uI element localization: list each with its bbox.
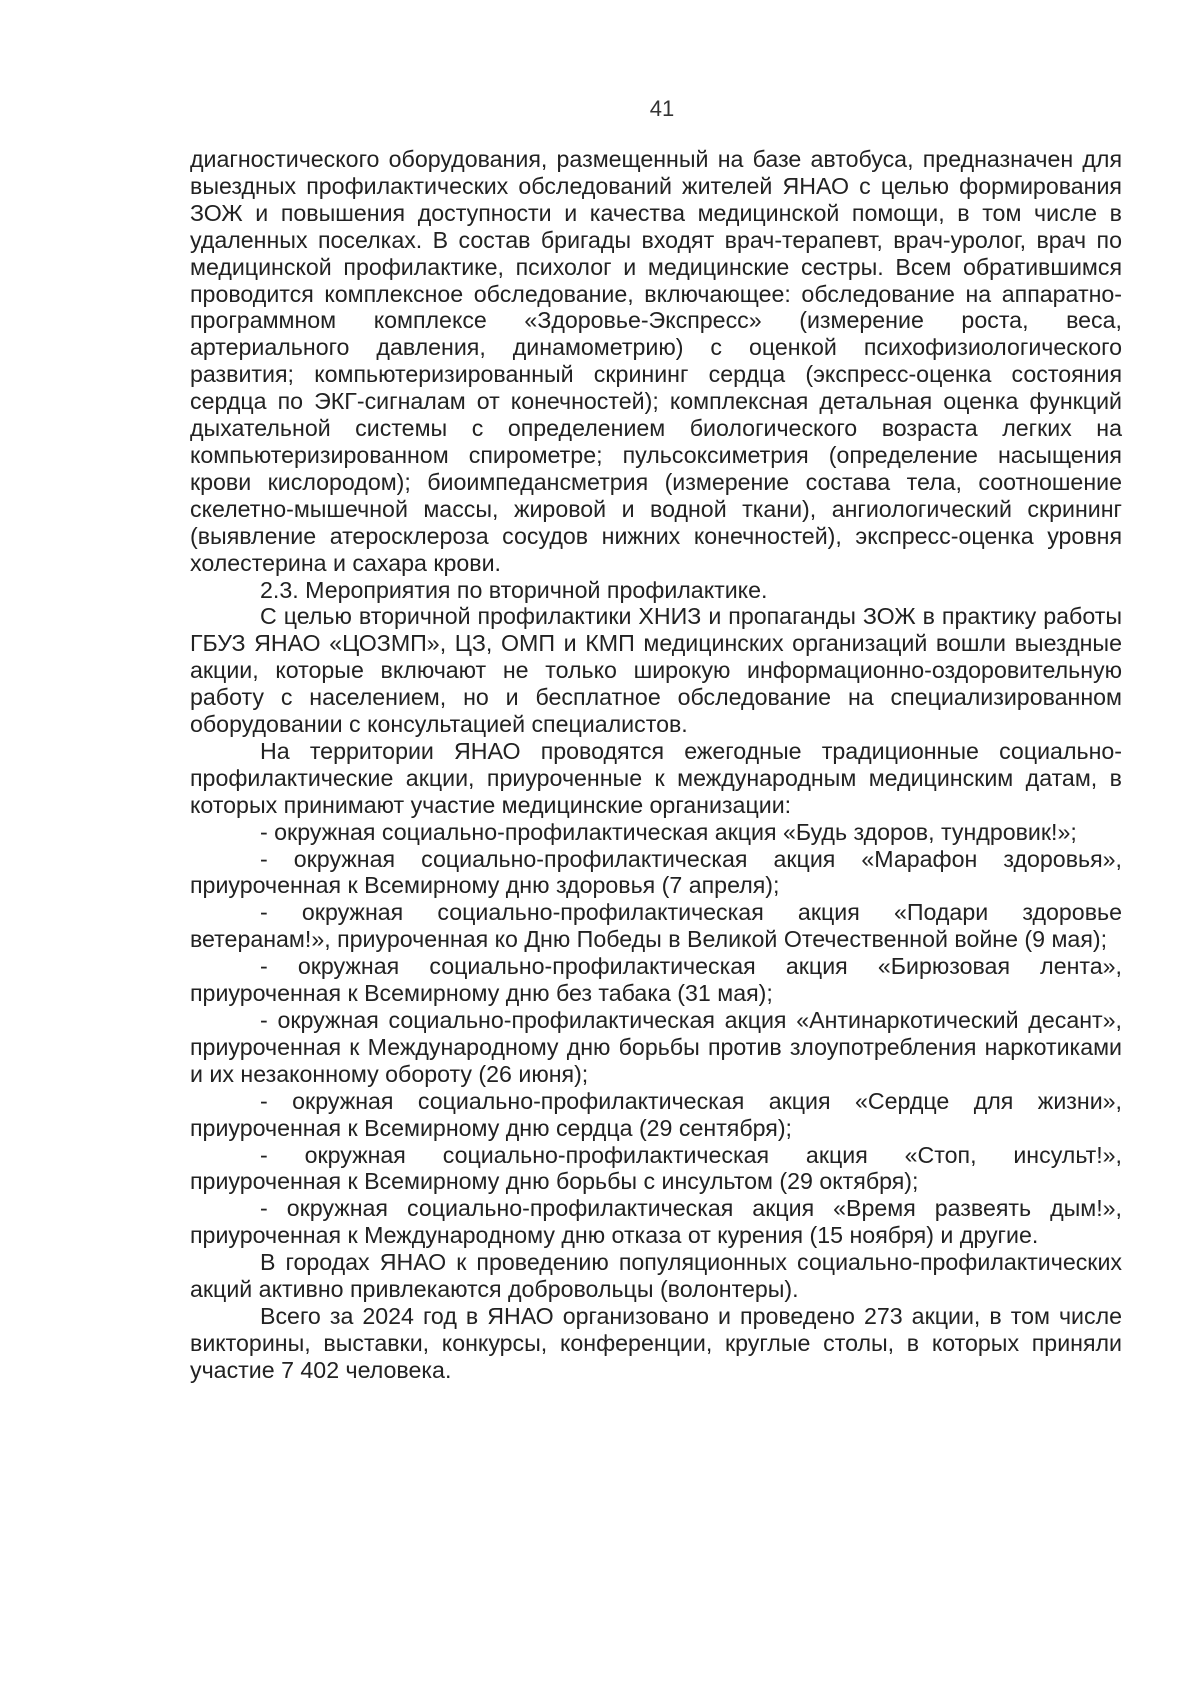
list-item: - окружная социально-профилактическая акция «Будь здоров, тундровик!»; — [260, 818, 1077, 845]
paragraph-continuation: диагностического оборудования, размещенный на базе автобуса, предназначен для выездных профилактических обследований жителей ЯНАО с целью формирования ЗОЖ и повышения доступности и качества медицинской помощи, в том числе в удаленных поселках. В состав бригады входят врач-терапевт, врач-уролог, врач по медицинской профилактике, психолог и медицинские сестры. Всем обратившимся проводится комплексное обследование, включающее: обследование на аппаратно-программном комплексе «Здоровье-Экспресс» (измерение роста, веса, артериального давления, динамометрию) с оценкой психофизиологического развития; компьютеризированный скрининг сердца (экспресс-оценка состояния сердца по ЭКГ-сигналам от конечностей); комплексная детальная оценка функций дыхательной системы с определением биологического возраста легких на компьютеризированном спирометре; пульсоксиметрия (определение насыщения крови кислородом); биоимпедансметрия (измерение состава тела, соотношение скелетно-мышечной массы, жировой и водной ткани), ангиологический скрининг (выявление атеросклероза сосудов нижних конечностей), экспресс-оценка уровня холестерина и сахара крови. — [190, 146, 1122, 576]
document-body — [190, 146, 1122, 1384]
page-number: 41 — [649, 96, 675, 121]
paragraph: С целью вторичной профилактики ХНИЗ и пропаганды ЗОЖ в практику работы ГБУЗ ЯНАО «ЦОЗМП», ЦЗ, ОМП и КМП медицинских организаций вошли выездные акции, которые включают не только широкую информационно-оздоровительную работу с населением, но и бесплатное обследование на специализированном оборудовании с консультацией специалистов. — [190, 603, 1122, 738]
list-item: - окружная социально-профилактическая акция «Стоп, инсульт!», приуроченная к Всемирному дню борьбы с инсультом (29 октября); — [190, 1141, 1122, 1195]
paragraph: На территории ЯНАО проводятся ежегодные традиционные социально-профилактические акции, приуроченные к международным медицинским датам, в которых принимают участие медицинские организации: — [190, 737, 1122, 818]
list-item: - окружная социально-профилактическая акция «Время развеять дым!», приуроченная к Международному дню отказа от курения (15 ноября) и другие. — [190, 1195, 1122, 1249]
list-item: - окружная социально-профилактическая акция «Антинаркотический десант», приуроченная к Международному дню борьбы против злоупотребления наркотиками и их незаконному обороту (26 июня); — [190, 1007, 1122, 1087]
list-item: - окружная социально-профилактическая акция «Сердце для жизни», приуроченная к Всемирному дню сердца (29 сентября); — [190, 1087, 1122, 1141]
list-item: - окружная социально-профилактическая акция «Подари здоровье ветеранам!», приуроченная ко Дню Победы в Великой Отечественной войне (9 мая); — [190, 899, 1122, 953]
paragraph: Всего за 2024 год в ЯНАО организовано и проведено 273 акции, в том числе викторины, выставки, конкурсы, конференции, круглые столы, в которых приняли участие 7 402 человека. — [190, 1302, 1122, 1383]
section-heading: 2.3. Мероприятия по вторичной профилактике. — [260, 576, 768, 603]
list-item: - окружная социально-профилактическая акция «Марафон здоровья», приуроченная к Всемирному дню здоровья (7 апреля); — [190, 845, 1122, 899]
list-item: - окружная социально-профилактическая акция «Бирюзовая лента», приуроченная к Всемирному дню без табака (31 мая); — [190, 953, 1122, 1007]
paragraph: В городах ЯНАО к проведению популяционных социально-профилактических акций активно привлекаются добровольцы (волонтеры). — [190, 1249, 1122, 1303]
